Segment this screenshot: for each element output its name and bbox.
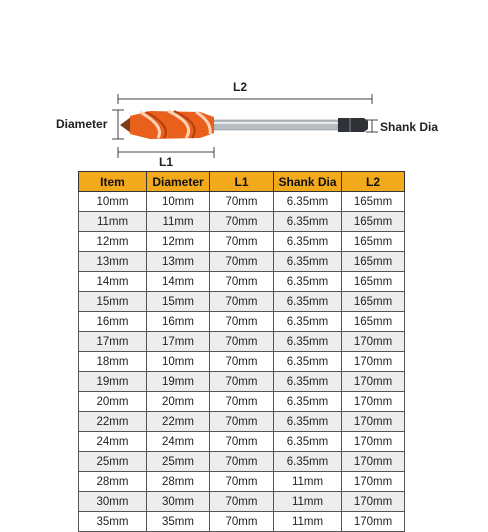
- cell-l2: 170mm: [342, 512, 405, 532]
- cell-l1: 70mm: [210, 252, 274, 272]
- table-row: [79, 292, 405, 312]
- cell-diameter: 25mm: [147, 452, 210, 472]
- table-row: [79, 452, 405, 472]
- cell-item: 14mm: [79, 272, 147, 292]
- l2-label: L2: [232, 80, 248, 94]
- cell-diameter: 13mm: [147, 252, 210, 272]
- cell-item: 16mm: [79, 312, 147, 332]
- table-row: [79, 332, 405, 352]
- cell-item: 12mm: [79, 232, 147, 252]
- cell-diameter: 14mm: [147, 272, 210, 292]
- table-row: [79, 232, 405, 252]
- cell-l2: 170mm: [342, 452, 405, 472]
- cell-shank-dia: 6.35mm: [274, 352, 342, 372]
- cell-l1: 70mm: [210, 232, 274, 252]
- cell-l2: 170mm: [342, 392, 405, 412]
- cell-diameter: 28mm: [147, 472, 210, 492]
- header-item: Item: [79, 172, 147, 192]
- bit-tip: [120, 117, 131, 133]
- cell-item: 19mm: [79, 372, 147, 392]
- table-row: [79, 372, 405, 392]
- diameter-label: Diameter: [56, 117, 108, 131]
- cell-l2: 170mm: [342, 412, 405, 432]
- cell-diameter: 35mm: [147, 512, 210, 532]
- cell-shank-dia: 6.35mm: [274, 332, 342, 352]
- cell-item: 22mm: [79, 412, 147, 432]
- cell-l2: 170mm: [342, 472, 405, 492]
- cell-l1: 70mm: [210, 292, 274, 312]
- cell-l2: 170mm: [342, 492, 405, 512]
- cell-diameter: 11mm: [147, 212, 210, 232]
- cell-diameter: 16mm: [147, 312, 210, 332]
- cell-shank-dia: 6.35mm: [274, 452, 342, 472]
- cell-l2: 165mm: [342, 272, 405, 292]
- cell-l1: 70mm: [210, 332, 274, 352]
- header-l2: L2: [342, 172, 405, 192]
- cell-item: 15mm: [79, 292, 147, 312]
- cell-item: 20mm: [79, 392, 147, 412]
- cell-l2: 165mm: [342, 232, 405, 252]
- cell-item: 13mm: [79, 252, 147, 272]
- table-row: [79, 512, 405, 532]
- table-row: [79, 312, 405, 332]
- spec-table: [78, 171, 405, 532]
- cell-item: 35mm: [79, 512, 147, 532]
- table-row: [79, 252, 405, 272]
- cell-diameter: 30mm: [147, 492, 210, 512]
- cell-shank-dia: 11mm: [274, 512, 342, 532]
- cell-l1: 70mm: [210, 212, 274, 232]
- cell-shank-dia: 6.35mm: [274, 232, 342, 252]
- cell-l1: 70mm: [210, 512, 274, 532]
- cell-l1: 70mm: [210, 412, 274, 432]
- header-shank-dia: Shank Dia: [274, 172, 342, 192]
- cell-diameter: 15mm: [147, 292, 210, 312]
- cell-l2: 170mm: [342, 352, 405, 372]
- cell-item: 25mm: [79, 452, 147, 472]
- cell-l1: 70mm: [210, 372, 274, 392]
- cell-item: 30mm: [79, 492, 147, 512]
- cell-l2: 165mm: [342, 212, 405, 232]
- drill-bit-diagram: [0, 0, 488, 170]
- table-row: [79, 352, 405, 372]
- l1-label: L1: [158, 155, 174, 169]
- cell-l1: 70mm: [210, 472, 274, 492]
- table-row: [79, 492, 405, 512]
- cell-diameter: 22mm: [147, 412, 210, 432]
- cell-l1: 70mm: [210, 432, 274, 452]
- cell-item: 24mm: [79, 432, 147, 452]
- header-diameter: Diameter: [147, 172, 210, 192]
- cell-shank-dia: 6.35mm: [274, 372, 342, 392]
- cell-item: 18mm: [79, 352, 147, 372]
- cell-l2: 170mm: [342, 332, 405, 352]
- cell-diameter: 10mm: [147, 352, 210, 372]
- cell-l2: 165mm: [342, 192, 405, 212]
- cell-shank-dia: 6.35mm: [274, 292, 342, 312]
- cell-l2: 165mm: [342, 312, 405, 332]
- cell-shank-dia: 11mm: [274, 492, 342, 512]
- cell-diameter: 10mm: [147, 192, 210, 212]
- cell-l2: 165mm: [342, 252, 405, 272]
- bit-shank: [214, 120, 338, 130]
- cell-l2: 165mm: [342, 292, 405, 312]
- table-header-row: [79, 172, 405, 192]
- table-row: [79, 272, 405, 292]
- cell-l1: 70mm: [210, 452, 274, 472]
- cell-shank-dia: 6.35mm: [274, 312, 342, 332]
- bit-hex-end: [338, 118, 368, 132]
- cell-diameter: 24mm: [147, 432, 210, 452]
- table-body: [79, 192, 405, 532]
- table-row: [79, 472, 405, 492]
- table-row: [79, 412, 405, 432]
- cell-item: 17mm: [79, 332, 147, 352]
- table-row: [79, 392, 405, 412]
- cell-diameter: 19mm: [147, 372, 210, 392]
- cell-l1: 70mm: [210, 492, 274, 512]
- cell-l2: 170mm: [342, 432, 405, 452]
- cell-shank-dia: 6.35mm: [274, 432, 342, 452]
- table-row: [79, 192, 405, 212]
- cell-diameter: 20mm: [147, 392, 210, 412]
- table-row: [79, 432, 405, 452]
- cell-diameter: 17mm: [147, 332, 210, 352]
- cell-l1: 70mm: [210, 392, 274, 412]
- cell-item: 28mm: [79, 472, 147, 492]
- cell-shank-dia: 6.35mm: [274, 192, 342, 212]
- table-row: [79, 212, 405, 232]
- header-l1: L1: [210, 172, 274, 192]
- cell-shank-dia: 6.35mm: [274, 212, 342, 232]
- cell-shank-dia: 6.35mm: [274, 272, 342, 292]
- cell-shank-dia: 11mm: [274, 472, 342, 492]
- cell-shank-dia: 6.35mm: [274, 412, 342, 432]
- cell-l1: 70mm: [210, 192, 274, 212]
- cell-l1: 70mm: [210, 272, 274, 292]
- cell-l1: 70mm: [210, 352, 274, 372]
- cell-diameter: 12mm: [147, 232, 210, 252]
- cell-l2: 170mm: [342, 372, 405, 392]
- shank-dia-label: Shank Dia: [380, 120, 439, 134]
- cell-item: 10mm: [79, 192, 147, 212]
- cell-l1: 70mm: [210, 312, 274, 332]
- cell-shank-dia: 6.35mm: [274, 392, 342, 412]
- cell-shank-dia: 6.35mm: [274, 252, 342, 272]
- cell-item: 11mm: [79, 212, 147, 232]
